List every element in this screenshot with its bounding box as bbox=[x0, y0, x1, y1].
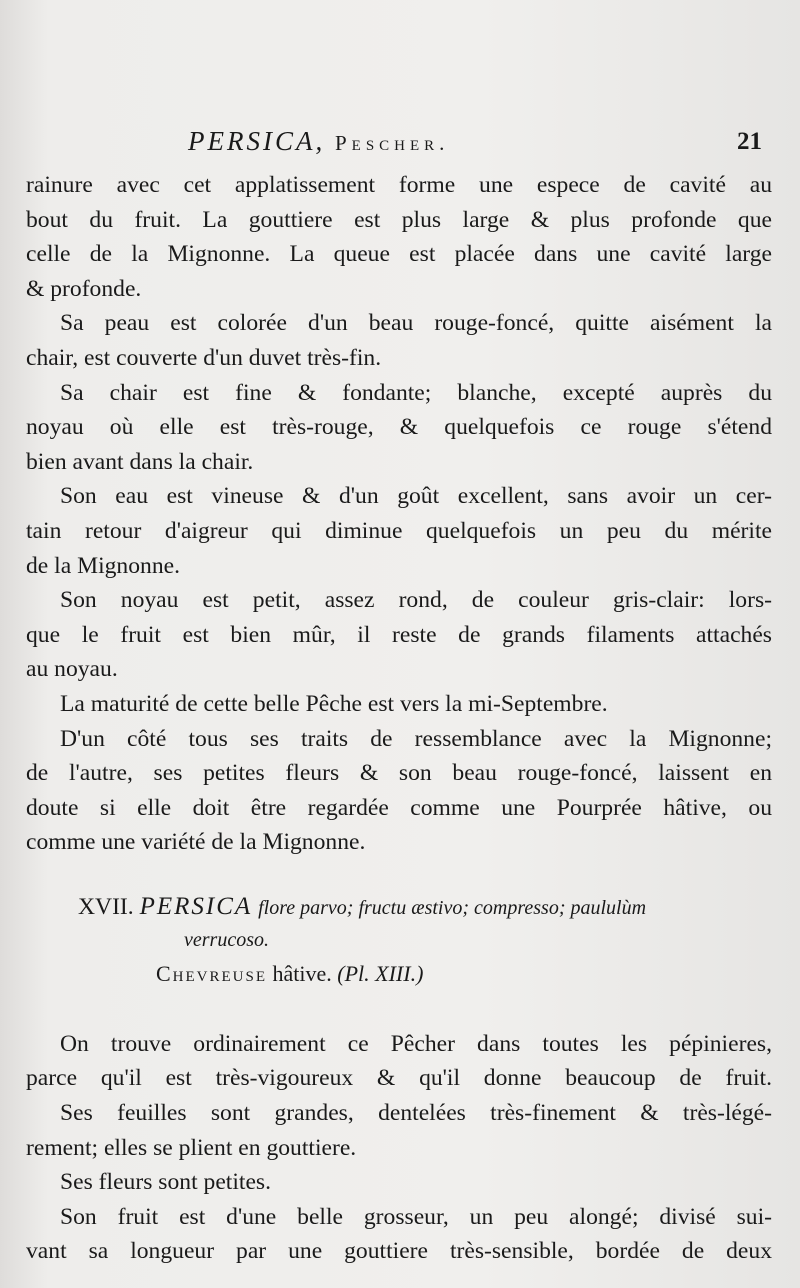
text-line: Son eau est vineuse & d'un goût excellent, sans avoir un cer- bbox=[60, 483, 772, 510]
page-number: 21 bbox=[737, 128, 762, 155]
text-line: doute si elle doit être regardée comme une Pourprée hâtive, ou bbox=[26, 794, 772, 821]
running-title bbox=[188, 126, 449, 157]
text-line: D'un côté tous ses traits de ressemblance avec la Mignonne; bbox=[60, 725, 772, 752]
entry-number: XVII. bbox=[78, 893, 134, 920]
text-line: chair, est couverte d'un duvet très-fin. bbox=[26, 344, 382, 371]
entry-description-continued: verrucoso. bbox=[184, 928, 269, 951]
text-line: Ses fleurs sont petites. bbox=[60, 1169, 272, 1196]
text-line: que le fruit est bien mûr, il reste de grands filaments attachés bbox=[26, 621, 772, 648]
text-line: rainure avec cet applatissement forme une espece de cavité au bbox=[26, 172, 772, 198]
running-title-genus: PERSICA, bbox=[188, 126, 326, 156]
text-line: de l'autre, ses petites fleurs & son beau rouge-foncé, laissent en bbox=[26, 760, 772, 787]
text-line: rement; elles se plient en gouttiere. bbox=[26, 1134, 357, 1161]
entry-description: flore parvo; fructu æstivo; compresso; paululùm bbox=[258, 896, 647, 919]
text-line: noyau où elle est très-rouge, & quelquefois ce rouge s'étend bbox=[26, 414, 772, 441]
entry-heading bbox=[26, 890, 772, 993]
text-line: vant sa longueur par une gouttiere très-sensible, bordée de deux bbox=[26, 1238, 772, 1265]
text-line: de la Mignonne. bbox=[26, 552, 180, 579]
text-line: bout du fruit. La gouttiere est plus large & plus profonde que bbox=[26, 206, 772, 233]
section-spacer bbox=[26, 993, 772, 1027]
section-spacer bbox=[26, 860, 772, 890]
entry-plate-ref: (Pl. XIII.) bbox=[337, 960, 424, 986]
text-line: Son noyau est petit, assez rond, de couleur gris-clair: lors- bbox=[60, 587, 772, 614]
text-line: comme une variété de la Mignonne. bbox=[26, 829, 366, 856]
entry-genus: PERSICA bbox=[139, 892, 253, 920]
text-line: Son fruit est d'une belle grosseur, un peu alongé; divisé sui- bbox=[60, 1203, 772, 1230]
entry-common-name-suffix: hâtive. bbox=[272, 960, 332, 986]
text-line: parce qu'il est très-vigoureux & qu'il donne beaucoup de fruit. bbox=[26, 1065, 772, 1092]
page-header bbox=[0, 126, 800, 162]
text-line: On trouve ordinairement ce Pêcher dans toutes les pépinieres, bbox=[60, 1030, 772, 1057]
text-line: tain retour d'aigreur qui diminue quelquefois un peu du mérite bbox=[26, 517, 772, 544]
text-line: Sa peau est colorée d'un beau rouge-foncé, quitte aisément la bbox=[60, 310, 772, 337]
running-title-common: Pescher. bbox=[334, 131, 450, 155]
entry-common-name: Chevreuse bbox=[156, 960, 268, 986]
text-line: La maturité de cette belle Pêche est vers la mi-Septembre. bbox=[60, 690, 608, 717]
text-line: & profonde. bbox=[26, 275, 142, 302]
text-line: bien avant dans la chair. bbox=[26, 448, 254, 475]
text-line: Ses feuilles sont grandes, dentelées très-finement & très-légé- bbox=[60, 1100, 772, 1127]
text-line: celle de la Mignonne. La queue est placée dans une cavité large bbox=[26, 241, 772, 268]
text-line: Sa chair est fine & fondante; blanche, excepté auprès du bbox=[60, 379, 772, 406]
text-line: au noyau. bbox=[26, 656, 118, 683]
entry-common-name-line bbox=[26, 955, 772, 993]
body-text bbox=[26, 168, 772, 1269]
entry-title-line bbox=[26, 890, 772, 925]
